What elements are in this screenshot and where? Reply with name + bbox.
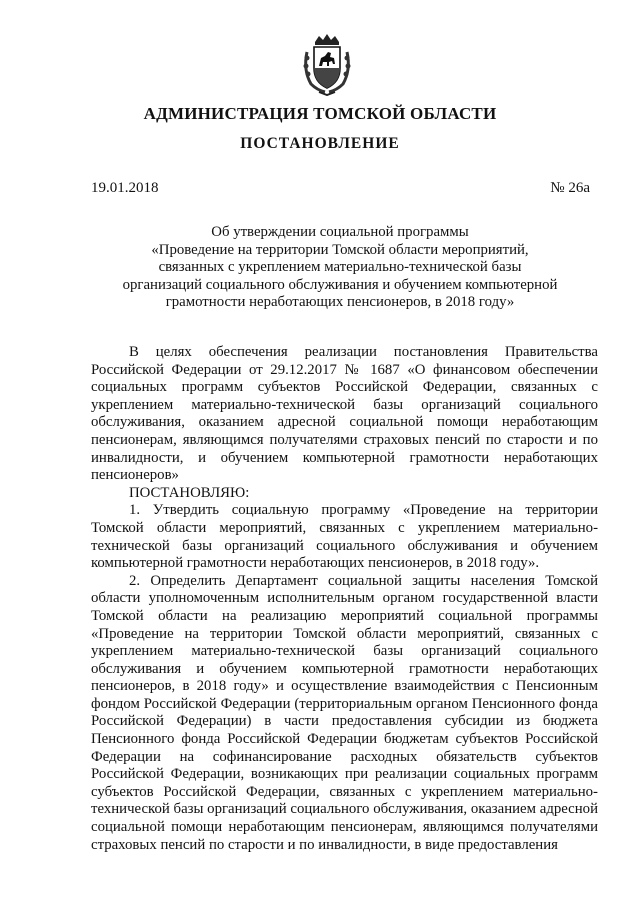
- document-body: [91, 344, 598, 854]
- document-title: [90, 224, 590, 312]
- title-line: организаций социального обслуживания и обучением компьютерной: [122, 276, 558, 293]
- preamble-paragraph: В целях обеспечения реализации постановления Правительства Российской Федерации от 29.12.2017 № 1687 «О финансовом обеспечении социальных программ субъектов Российской Федерации, связанных с укреплением материально-технической базы организаций социального обслуживания, оказанием адресной социальной помощи неработающим пенсионерам, являющимся получателями страховых пенсий по старости и по инвалидности, и обучением компьютерной грамотности неработающих пенсионеров»: [91, 344, 598, 484]
- resolve-heading: ПОСТАНОВЛЯЮ:: [129, 484, 250, 501]
- coat-of-arms-icon: [301, 34, 353, 96]
- document-number: № 26а: [550, 180, 590, 196]
- item-2-paragraph: 2. Определить Департамент социальной защиты населения Томской области уполномоченным исполнительным органом государственной власти Томской области на реализацию мероприятий социальной программы «Проведение на территории Томской области мероприятий, связанных с укреплением материально-технической базы организаций социального обслуживания и обучением компьютерной грамотности неработающих пенсионеров, в 2018 году» и осуществление взаимодействия с Пенсионным фондом Российской Федерации (территориальным органом Пенсионного фонда Российской Федерации) в части предоставления субсидии из бюджета Пенсионного фонда Российской Федерации бюджетам субъектов Российской Федерации на софинансирование расходных обязательств субъектов Российской Федерации, возникающих при реализации социальных программ субъектов Российской Федерации, связанных с укреплением материально-технической базы организаций социального обслуживания, оказанием адресной социальной помощи неработающим пенсионерам, являющимся получателями страховых пенсий по старости и по инвалидности, в виде предоставления: [91, 572, 598, 853]
- document-date: 19.01.2018: [91, 180, 159, 196]
- document-type: ПОСТАНОВЛЕНИЕ: [240, 135, 400, 152]
- title-line: «Проведение на территории Томской области мероприятий,: [151, 241, 529, 258]
- organization-title: АДМИНИСТРАЦИЯ ТОМСКОЙ ОБЛАСТИ: [143, 104, 497, 123]
- title-line: связанных с укреплением материально-технической базы: [158, 259, 522, 276]
- title-line: грамотности неработающих пенсионеров, в 2018 году»: [165, 294, 515, 311]
- title-line: Об утверждении социальной программы: [211, 224, 469, 240]
- item-1-paragraph: 1. Утвердить социальную программу «Проведение на территории Томской области мероприятий, связанных с укреплением материально-технической базы организаций социального обслуживания и обучением компьютерной грамотности неработающих пенсионеров, в 2018 году».: [91, 502, 598, 572]
